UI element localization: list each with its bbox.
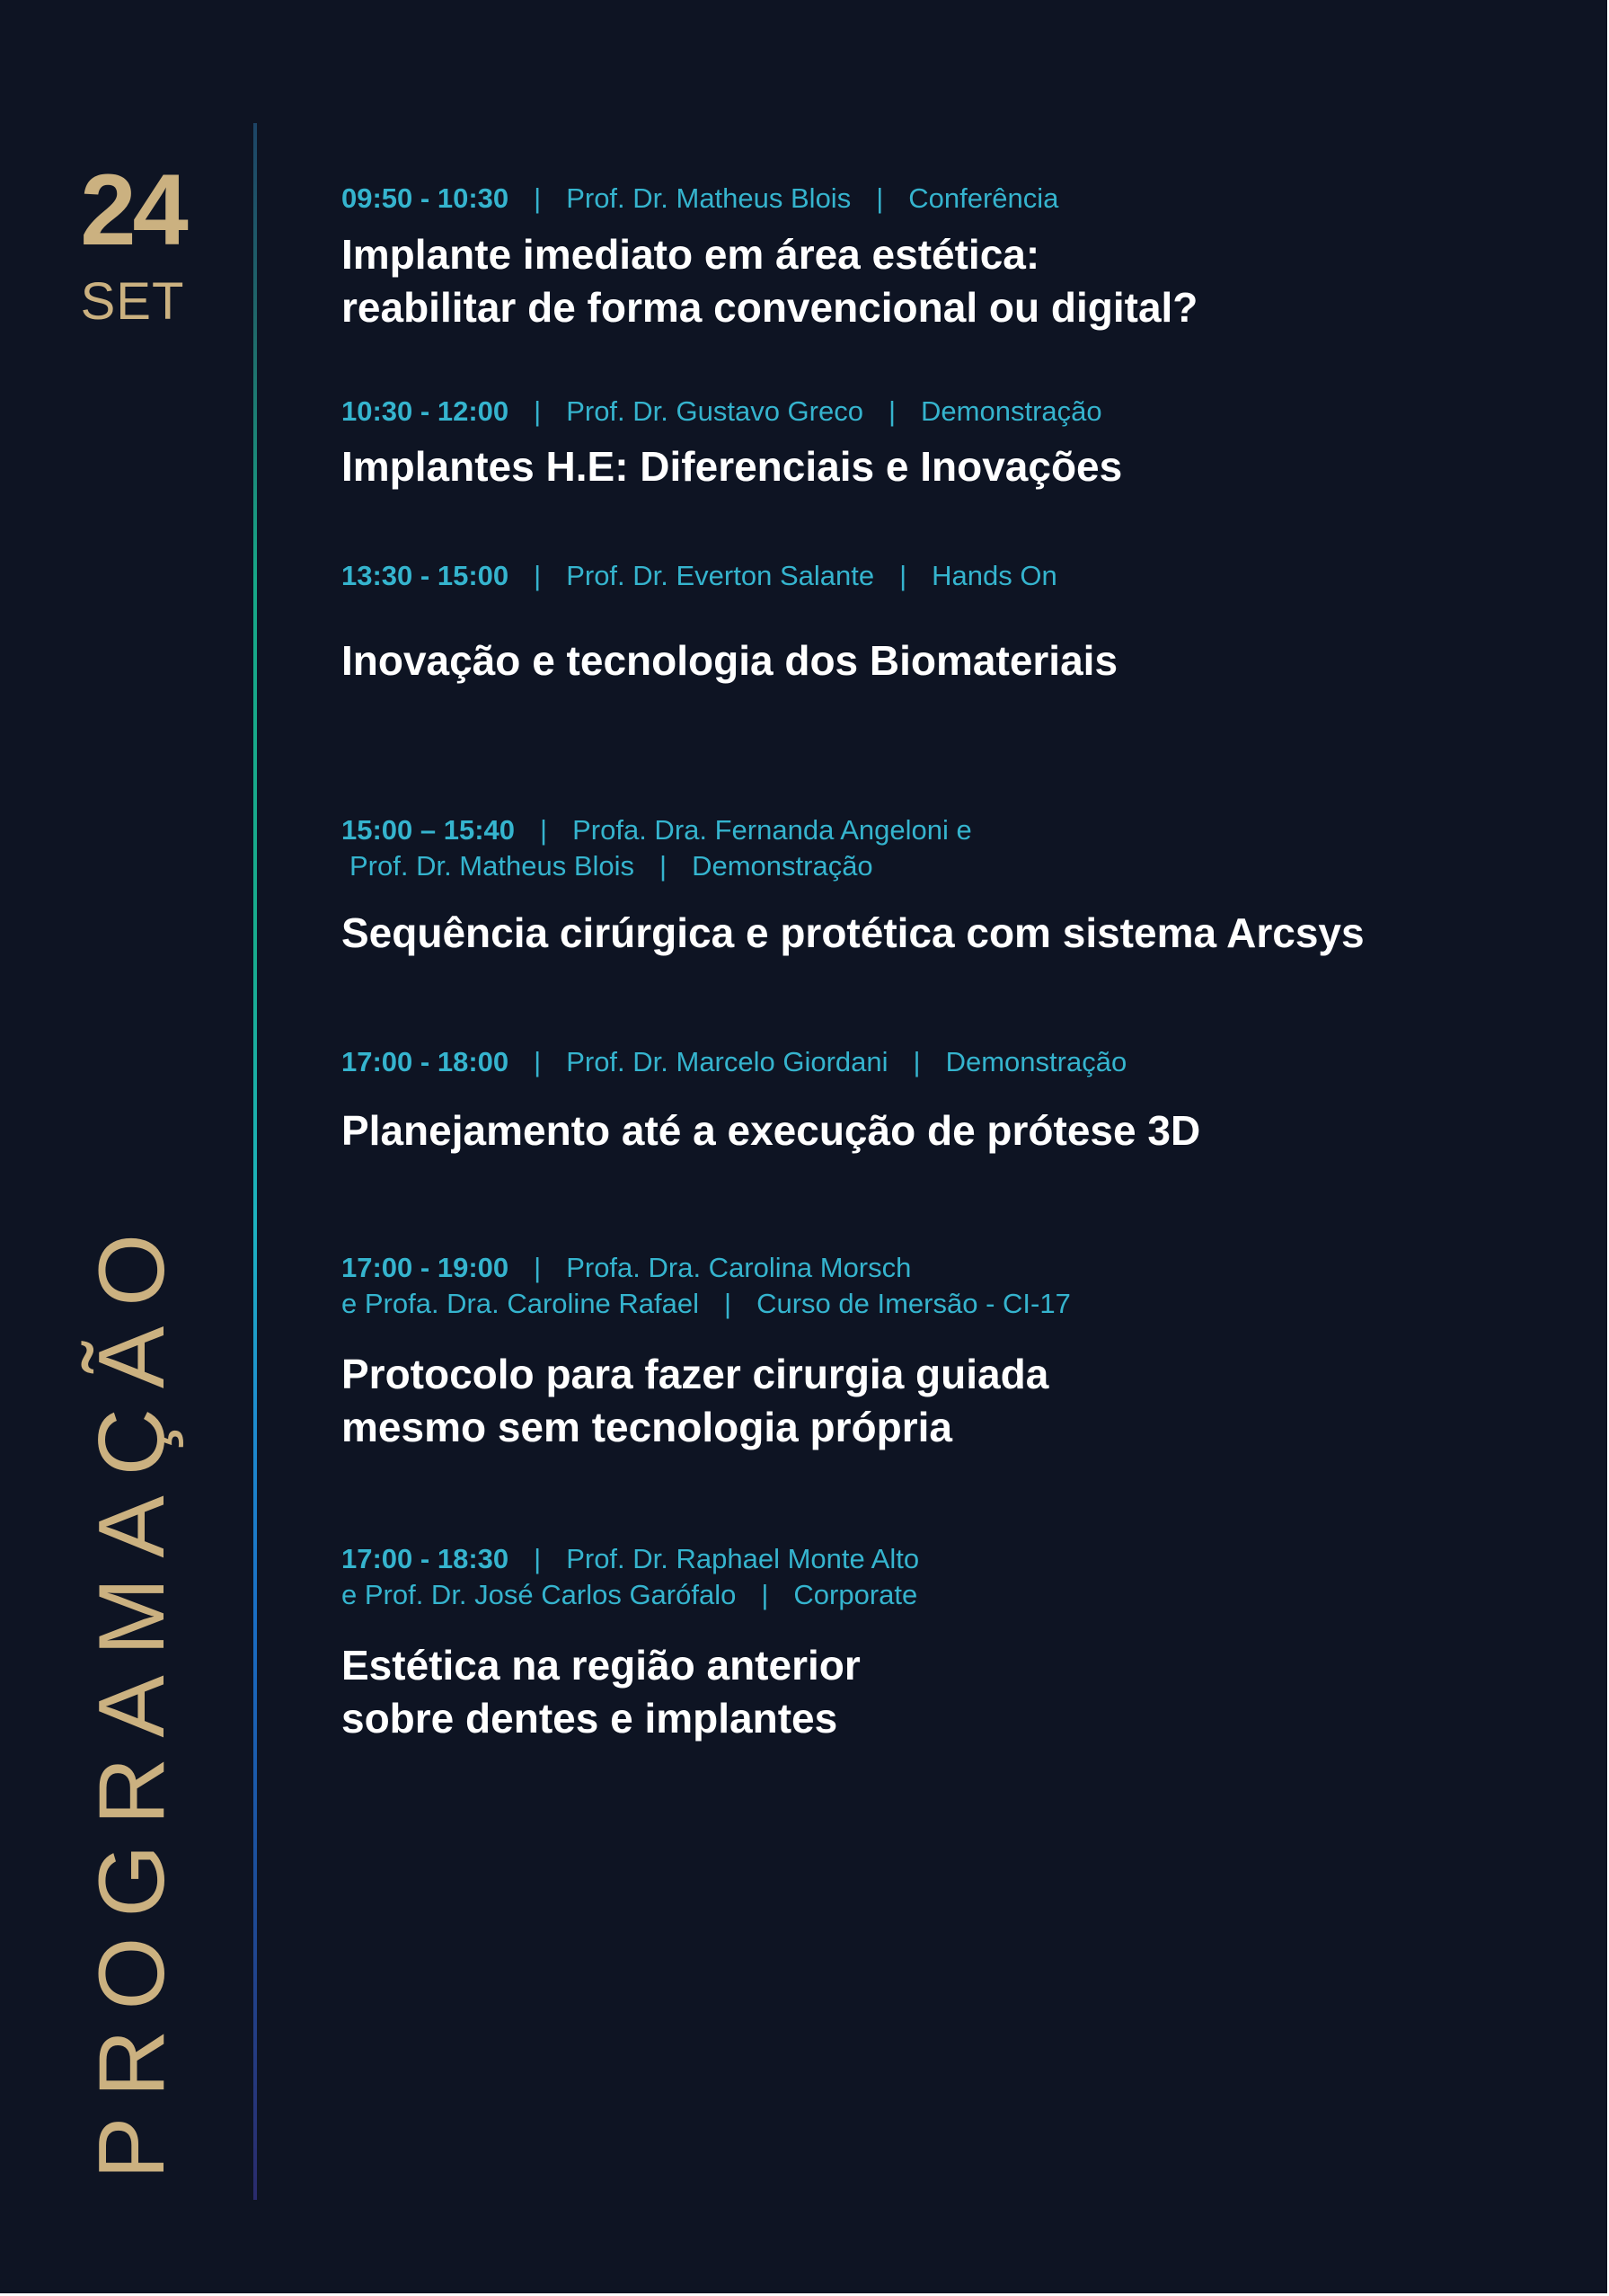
separator: | <box>534 1252 542 1283</box>
session-meta-line2 <box>341 1577 1581 1613</box>
session-type: Conferência <box>908 182 1059 214</box>
session-item <box>341 1541 1581 1745</box>
date-day: 24 <box>80 154 185 266</box>
session-time: 13:30 - 15:00 <box>341 560 509 591</box>
session-item <box>341 1250 1581 1454</box>
date-month: SET <box>80 272 185 331</box>
session-title-line: Inovação e tecnologia dos Biomateriais <box>341 637 1118 684</box>
separator: | <box>724 1288 732 1319</box>
session-title <box>341 1639 1581 1745</box>
session-speaker: e Profa. Dra. Caroline Rafael <box>341 1288 700 1319</box>
session-time: 17:00 - 18:30 <box>341 1543 509 1574</box>
session-type: Hands On <box>932 560 1057 591</box>
separator: | <box>761 1579 769 1610</box>
session-type: Demonstração <box>692 850 873 882</box>
session-title <box>341 907 1581 960</box>
session-time: 17:00 - 19:00 <box>341 1252 509 1283</box>
session-speaker: Prof. Dr. Matheus Blois <box>566 182 852 214</box>
session-meta-line2 <box>341 848 1581 884</box>
session-title-line: mesmo sem tecnologia própria <box>341 1404 952 1450</box>
session-type: Demonstração <box>921 395 1102 427</box>
session-meta <box>341 1250 1581 1322</box>
session-title <box>341 634 1581 687</box>
session-time: 17:00 - 18:00 <box>341 1046 509 1077</box>
separator: | <box>534 395 542 427</box>
session-speaker: Prof. Dr. Everton Salante <box>566 560 875 591</box>
session-time: 10:30 - 12:00 <box>341 395 509 427</box>
separator: | <box>899 560 907 591</box>
separator: | <box>913 1046 921 1077</box>
session-meta <box>341 181 1581 217</box>
session-time: 15:00 – 15:40 <box>341 814 516 846</box>
session-speaker: Prof. Dr. Raphael Monte Alto <box>566 1543 920 1574</box>
session-item <box>341 558 1581 687</box>
session-title <box>341 228 1581 334</box>
session-title-line: Protocolo para fazer cirurgia guiada <box>341 1351 1049 1397</box>
session-speaker: Prof. Dr. Matheus Blois <box>349 850 635 882</box>
separator: | <box>534 182 542 214</box>
session-item <box>341 181 1581 334</box>
session-title-line: Implante imediato em área estética: <box>341 231 1040 278</box>
session-item <box>341 1044 1581 1157</box>
separator: | <box>534 560 542 591</box>
session-speaker: Profa. Dra. Carolina Morsch <box>566 1252 912 1283</box>
session-item <box>341 812 1581 960</box>
section-title-vertical: PROGRAMAÇÃO <box>80 1213 184 2179</box>
session-title-line: Implantes H.E: Diferenciais e Inovações <box>341 443 1123 490</box>
session-meta <box>341 394 1581 430</box>
session-speaker: Profa. Dra. Fernanda Angeloni e <box>572 814 972 846</box>
session-title-line: Estética na região anterior <box>341 1642 861 1689</box>
session-title-line: Sequência cirúrgica e protética com sistema Arcsys <box>341 909 1365 956</box>
session-meta <box>341 812 1581 884</box>
session-type: Corporate <box>793 1579 918 1610</box>
session-title-line: sobre dentes e implantes <box>341 1695 838 1742</box>
separator: | <box>540 814 548 846</box>
session-time: 09:50 - 10:30 <box>341 182 509 214</box>
timeline-divider <box>253 123 257 2200</box>
separator: | <box>659 850 667 882</box>
session-title <box>341 1104 1581 1157</box>
session-meta <box>341 1044 1581 1080</box>
session-meta <box>341 558 1581 594</box>
session-title-line: Planejamento até a execução de prótese 3D <box>341 1107 1201 1154</box>
separator: | <box>888 395 897 427</box>
separator: | <box>876 182 884 214</box>
session-speaker: e Prof. Dr. José Carlos Garófalo <box>341 1579 737 1610</box>
session-speaker: Prof. Dr. Marcelo Giordani <box>566 1046 888 1077</box>
session-type: Demonstração <box>945 1046 1127 1077</box>
session-title-line: reabilitar de forma convencional ou digital? <box>341 284 1198 331</box>
session-meta <box>341 1541 1581 1613</box>
separator: | <box>534 1543 542 1574</box>
session-title <box>341 1348 1581 1454</box>
session-type: Curso de Imersão - CI-17 <box>756 1288 1071 1319</box>
session-item <box>341 394 1581 493</box>
session-title <box>341 440 1581 493</box>
session-meta-line2 <box>341 1286 1581 1322</box>
session-speaker: Prof. Dr. Gustavo Greco <box>566 395 863 427</box>
separator: | <box>534 1046 542 1077</box>
